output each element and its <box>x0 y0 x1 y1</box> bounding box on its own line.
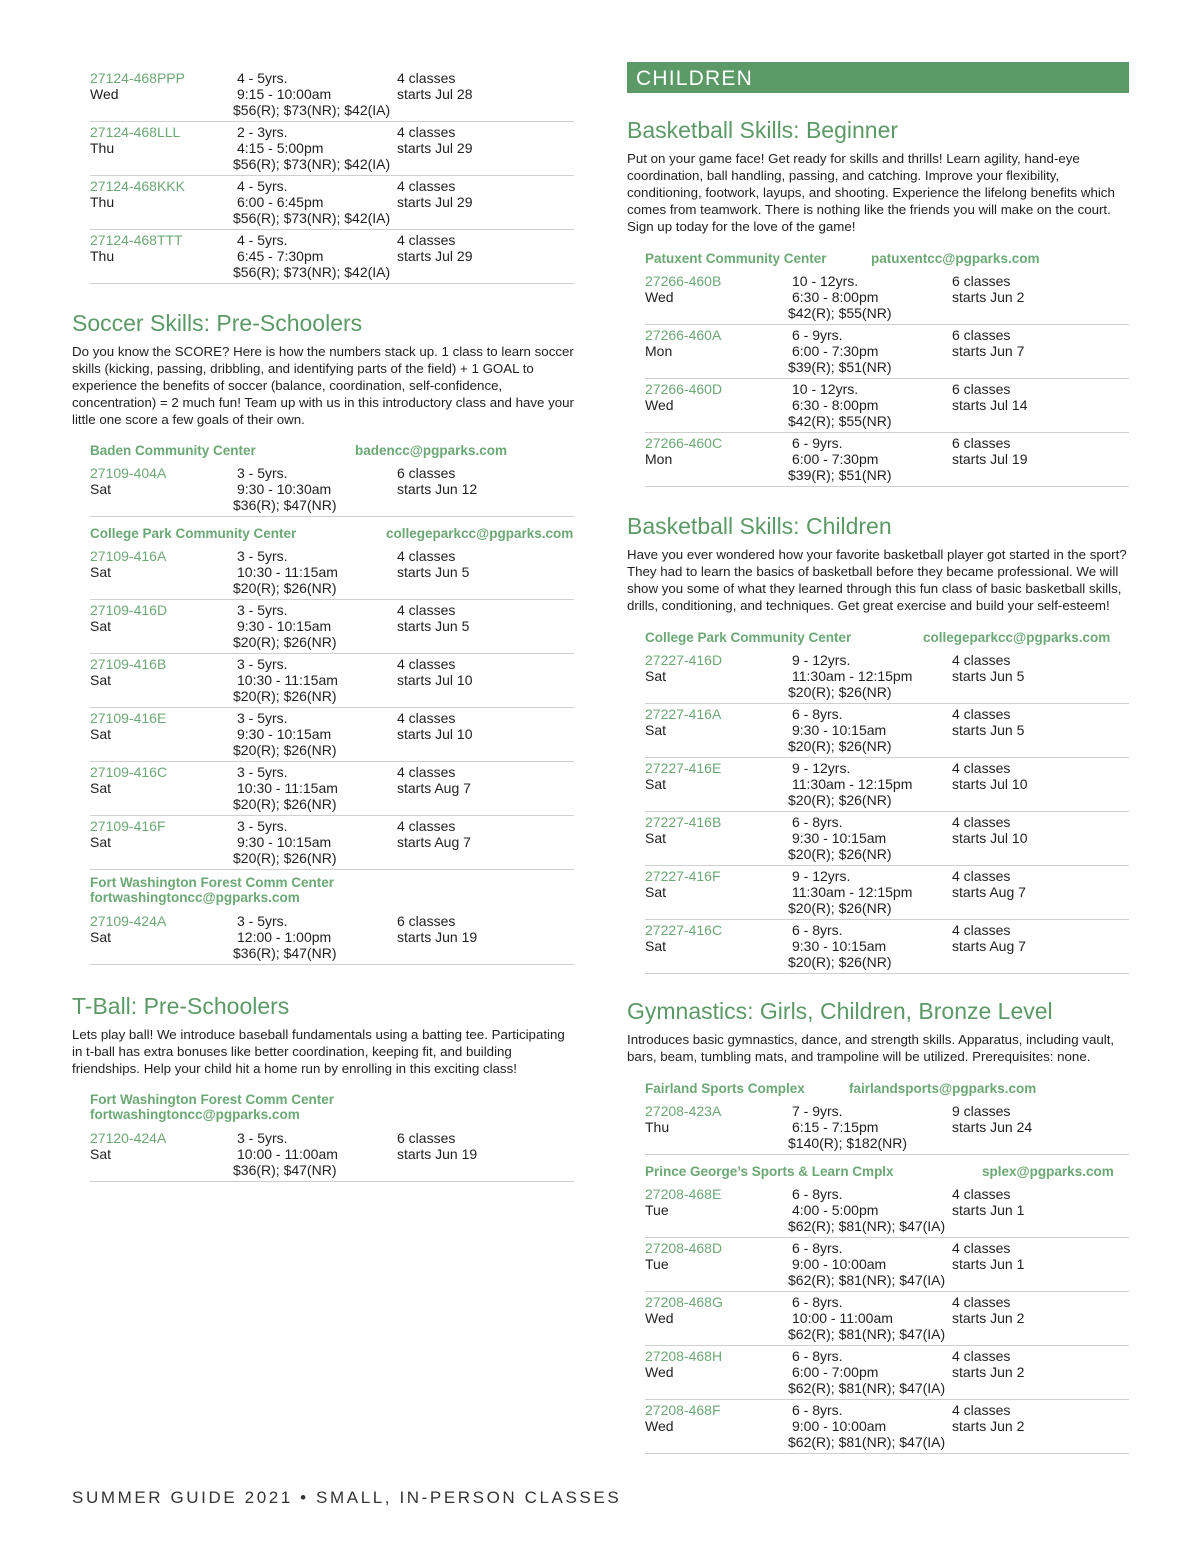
class-time: 9:00 - 10:00am <box>792 1256 887 1272</box>
class-row <box>645 1292 1129 1346</box>
class-time: 10:00 - 11:00am <box>237 1146 338 1162</box>
basketball-children-section <box>627 512 1129 614</box>
class-count: 9 classes <box>952 1103 1011 1119</box>
class-row <box>645 379 1129 433</box>
class-count: 4 classes <box>952 1348 1011 1364</box>
section-banner <box>627 62 1129 93</box>
start-date: starts Aug 7 <box>397 780 471 796</box>
class-fee: $62(R); $81(NR); $47(IA) <box>788 1272 946 1288</box>
start-date: starts Jun 1 <box>952 1202 1025 1218</box>
class-fee: $20(R); $26(NR) <box>788 792 892 808</box>
class-count: 6 classes <box>397 1130 456 1146</box>
class-count: 6 classes <box>952 435 1011 451</box>
venue-header <box>645 251 1129 271</box>
age-range: 6 - 8yrs. <box>792 814 843 830</box>
start-date: starts Jun 24 <box>952 1119 1033 1135</box>
age-range: 6 - 8yrs. <box>792 1240 843 1256</box>
venue-email-link[interactable]: badencc@pgparks.com <box>355 443 507 458</box>
age-range: 6 - 8yrs. <box>792 706 843 722</box>
class-row <box>645 650 1129 704</box>
venue-email-link[interactable]: splex@pgparks.com <box>982 1164 1114 1179</box>
class-fee: $20(R); $26(NR) <box>788 684 892 700</box>
class-count: 4 classes <box>397 818 456 834</box>
age-range: 4 - 5yrs. <box>237 178 288 194</box>
class-row <box>645 866 1129 920</box>
venue-name: College Park Community Center <box>90 526 297 541</box>
class-row <box>645 704 1129 758</box>
venue-name: Fort Washington Forest Comm Center <box>90 1092 335 1107</box>
class-count: 6 classes <box>952 273 1011 289</box>
class-time: 9:15 - 10:00am <box>237 86 332 102</box>
start-date: starts Aug 7 <box>397 834 471 850</box>
start-date: starts Jun 5 <box>397 564 470 580</box>
venue-block <box>90 1092 574 1182</box>
class-row <box>90 546 574 600</box>
class-day: Sat <box>90 672 112 688</box>
start-date: starts Jun 5 <box>952 722 1025 738</box>
venue-block <box>90 875 574 965</box>
class-fee: $42(R); $55(NR) <box>788 413 892 429</box>
class-fee: $20(R); $26(NR) <box>233 688 337 704</box>
class-day: Mon <box>645 343 673 359</box>
program-description: Lets play ball! We introduce baseball fundamentals using a batting tee. Participating in t-ball has extra bonuses like better coordination, keeping fit, and building friendships. Help your child hit a home run by enrolling in this exciting class! <box>72 1027 565 1076</box>
class-fee: $62(R); $81(NR); $47(IA) <box>788 1218 946 1234</box>
class-day: Sat <box>645 884 667 900</box>
class-time: 6:15 - 7:15pm <box>792 1119 879 1135</box>
class-code: 27109-424A <box>90 913 167 929</box>
start-date: starts Jun 2 <box>952 1418 1025 1434</box>
venue-header <box>645 1081 1129 1101</box>
class-fee: $56(R); $73(NR); $42(IA) <box>233 264 391 280</box>
venue-block <box>90 526 574 870</box>
class-fee: $20(R); $26(NR) <box>233 580 337 596</box>
venue-name: Prince George’s Sports & Learn Cmplx <box>645 1164 894 1179</box>
age-range: 6 - 9yrs. <box>792 327 843 343</box>
class-row <box>645 1346 1129 1400</box>
age-range: 3 - 5yrs. <box>237 548 288 564</box>
class-code: 27109-416B <box>90 656 167 672</box>
class-time: 6:00 - 7:00pm <box>792 1364 879 1380</box>
class-day: Sat <box>645 938 667 954</box>
class-time: 11:30am - 12:15pm <box>792 668 913 684</box>
class-day: Wed <box>90 86 119 102</box>
class-day: Sat <box>645 830 667 846</box>
program-title: Gymnastics: Girls, Children, Bronze Level <box>627 998 1053 1024</box>
class-code: 27120-424A <box>90 1130 167 1146</box>
class-day: Sat <box>90 564 112 580</box>
class-fee: $42(R); $55(NR) <box>788 305 892 321</box>
class-day: Sat <box>90 726 112 742</box>
class-code: 27208-468H <box>645 1348 723 1364</box>
class-fee: $62(R); $81(NR); $47(IA) <box>788 1380 946 1396</box>
start-date: starts Jun 2 <box>952 1310 1025 1326</box>
class-count: 4 classes <box>397 178 456 194</box>
class-fee: $140(R); $182(NR) <box>788 1135 908 1151</box>
program-description: Have you ever wondered how your favorite basketball player got started in the sport? They had to learn the basics of basketball before they became professional. We will show you some of what they learned through this fun class of basic basketball skills, drills, conditioning, and techniques. Get great exercise and build your self-esteem! <box>627 547 1127 613</box>
class-time: 10:00 - 11:00am <box>792 1310 893 1326</box>
venue-name: Fort Washington Forest Comm Center <box>90 875 335 890</box>
age-range: 6 - 8yrs. <box>792 1294 843 1310</box>
start-date: starts Jul 10 <box>952 776 1028 792</box>
age-range: 2 - 3yrs. <box>237 124 288 140</box>
class-row <box>645 920 1129 974</box>
class-time: 9:30 - 10:15am <box>237 834 332 850</box>
class-time: 6:30 - 8:00pm <box>792 397 879 413</box>
class-count: 4 classes <box>952 1294 1011 1310</box>
age-range: 7 - 9yrs. <box>792 1103 843 1119</box>
venue-name: Fairland Sports Complex <box>645 1081 805 1096</box>
age-range: 6 - 8yrs. <box>792 922 843 938</box>
class-row <box>645 758 1129 812</box>
class-row <box>90 762 574 816</box>
class-row <box>645 1101 1129 1155</box>
start-date: starts Jul 28 <box>397 86 473 102</box>
class-day: Sat <box>645 668 667 684</box>
age-range: 3 - 5yrs. <box>237 764 288 780</box>
class-time: 9:30 - 10:15am <box>237 618 332 634</box>
class-count: 4 classes <box>397 232 456 248</box>
class-count: 4 classes <box>397 548 456 564</box>
class-day: Sat <box>90 618 112 634</box>
class-row <box>645 325 1129 379</box>
class-row <box>90 708 574 762</box>
class-code: 27124-468LLL <box>90 124 181 140</box>
class-time: 6:30 - 8:00pm <box>792 289 879 305</box>
page-footer: SUMMER GUIDE 2021 • SMALL, IN-PERSON CLASSES <box>72 1488 622 1507</box>
program-description: Put on your game face! Get ready for skills and thrills! Learn agility, hand-eye coordination, ball handling, passing, and catching. Improve your flexibility, conditioning, footwork, layups, and shooting. Experience the lifelong benefits which comes from teamwork. There is nothing like the friends you will make on the court. Sign up today for the love of the game! <box>627 151 1115 234</box>
start-date: starts Jul 29 <box>397 248 473 264</box>
class-code: 27208-468D <box>645 1240 723 1256</box>
start-date: starts Jul 29 <box>397 140 473 156</box>
class-time: 6:00 - 7:30pm <box>792 451 879 467</box>
class-code: 27109-416C <box>90 764 168 780</box>
class-row <box>90 176 574 230</box>
venue-block <box>645 1081 1129 1155</box>
class-code: 27227-416B <box>645 814 722 830</box>
class-code: 27227-416C <box>645 922 723 938</box>
class-count: 4 classes <box>397 656 456 672</box>
start-date: starts Jun 19 <box>397 1146 478 1162</box>
class-day: Sat <box>90 834 112 850</box>
class-row <box>90 68 574 122</box>
class-row <box>645 271 1129 325</box>
class-fee: $56(R); $73(NR); $42(IA) <box>233 156 391 172</box>
program-title: Basketball Skills: Beginner <box>627 117 899 143</box>
class-time: 9:30 - 10:15am <box>237 726 332 742</box>
class-day: Wed <box>645 1310 674 1326</box>
class-fee: $20(R); $26(NR) <box>788 900 892 916</box>
venue-email-link[interactable]: fortwashingtoncc@pgparks.com <box>90 1107 300 1122</box>
class-day: Sat <box>90 929 112 945</box>
program-title: Basketball Skills: Children <box>627 513 892 539</box>
age-range: 3 - 5yrs. <box>237 710 288 726</box>
venue-header <box>90 1092 574 1128</box>
class-code: 27124-468TTT <box>90 232 183 248</box>
age-range: 3 - 5yrs. <box>237 602 288 618</box>
class-count: 4 classes <box>952 1240 1011 1256</box>
class-code: 27109-416E <box>90 710 167 726</box>
class-day: Sat <box>90 1146 112 1162</box>
start-date: starts Jun 7 <box>952 343 1025 359</box>
class-fee: $62(R); $81(NR); $47(IA) <box>788 1326 946 1342</box>
class-row <box>645 1400 1129 1454</box>
age-range: 4 - 5yrs. <box>237 232 288 248</box>
class-code: 27208-423A <box>645 1103 722 1119</box>
class-time: 10:30 - 11:15am <box>237 564 338 580</box>
class-code: 27109-404A <box>90 465 167 481</box>
class-row <box>645 1184 1129 1238</box>
start-date: starts Jun 5 <box>397 618 470 634</box>
venue-header <box>645 1164 1129 1184</box>
class-day: Sat <box>90 481 112 497</box>
program-description: Do you know the SCORE? Here is how the numbers stack up. 1 class to learn soccer skills (kicking, passing, dribbling, and identifying parts of the field) + 1 GOAL to experience the benefits of soccer (balance, coordination, self-confidence, concentration) = 2 much fun! Team up with us in this introductory class and have your little one score a few goals of their own. <box>72 344 574 427</box>
class-time: 6:00 - 6:45pm <box>237 194 324 210</box>
venue-header <box>90 526 574 546</box>
class-code: 27266-460A <box>645 327 722 343</box>
age-range: 6 - 8yrs. <box>792 1348 843 1364</box>
class-day: Tue <box>645 1202 669 1218</box>
class-count: 4 classes <box>397 124 456 140</box>
age-range: 4 - 5yrs. <box>237 70 288 86</box>
class-fee: $20(R); $26(NR) <box>233 850 337 866</box>
start-date: starts Jun 1 <box>952 1256 1025 1272</box>
venue-block <box>645 1164 1129 1454</box>
class-code: 27208-468F <box>645 1402 721 1418</box>
class-day: Sat <box>645 776 667 792</box>
class-fee: $39(R); $51(NR) <box>788 467 892 483</box>
class-day: Wed <box>645 1364 674 1380</box>
class-time: 4:00 - 5:00pm <box>792 1202 879 1218</box>
start-date: starts Jun 2 <box>952 1364 1025 1380</box>
class-code: 27266-460B <box>645 273 722 289</box>
class-count: 4 classes <box>397 710 456 726</box>
class-day: Sat <box>90 780 112 796</box>
class-fee: $20(R); $26(NR) <box>233 634 337 650</box>
class-row <box>90 1128 574 1182</box>
class-count: 4 classes <box>397 70 456 86</box>
start-date: starts Jul 10 <box>397 726 473 742</box>
class-count: 4 classes <box>952 652 1011 668</box>
class-count: 4 classes <box>397 602 456 618</box>
class-row <box>645 433 1129 487</box>
class-count: 4 classes <box>952 1402 1011 1418</box>
class-fee: $20(R); $26(NR) <box>788 954 892 970</box>
class-fee: $36(R); $47(NR) <box>233 1162 337 1178</box>
class-time: 9:30 - 10:30am <box>237 481 332 497</box>
venue-header <box>645 630 1129 650</box>
age-range: 9 - 12yrs. <box>792 760 851 776</box>
age-range: 6 - 8yrs. <box>792 1186 843 1202</box>
start-date: starts Jun 12 <box>397 481 478 497</box>
start-date: starts Jul 10 <box>397 672 473 688</box>
soccer-section <box>72 309 574 428</box>
class-time: 4:15 - 5:00pm <box>237 140 324 156</box>
class-row <box>90 463 574 517</box>
class-code: 27124-468PPP <box>90 70 185 86</box>
start-date: starts Jul 19 <box>952 451 1028 467</box>
class-code: 27227-416F <box>645 868 721 884</box>
class-time: 10:30 - 11:15am <box>237 672 338 688</box>
class-row <box>90 654 574 708</box>
tball-section <box>72 992 574 1077</box>
program-title: T-Ball: Pre-Schoolers <box>72 993 290 1019</box>
venue-block <box>90 443 574 517</box>
class-day: Wed <box>645 1418 674 1434</box>
venue-email-link[interactable]: fairlandsports@pgparks.com <box>849 1081 1037 1096</box>
class-time: 9:00 - 10:00am <box>792 1418 887 1434</box>
venue-block <box>645 251 1129 487</box>
venue-header <box>90 875 574 911</box>
venue-email-link[interactable]: collegeparkcc@pgparks.com <box>386 526 574 541</box>
venue-email-link[interactable]: fortwashingtoncc@pgparks.com <box>90 890 300 905</box>
class-code: 27124-468KKK <box>90 178 185 194</box>
class-row <box>90 122 574 176</box>
continued-class-list <box>90 68 574 284</box>
age-range: 3 - 5yrs. <box>237 465 288 481</box>
class-count: 4 classes <box>952 706 1011 722</box>
venue-header <box>90 443 574 463</box>
class-code: 27208-468E <box>645 1186 722 1202</box>
class-time: 9:30 - 10:15am <box>792 722 887 738</box>
class-code: 27109-416A <box>90 548 167 564</box>
venue-email-link[interactable]: patuxentcc@pgparks.com <box>871 251 1040 266</box>
class-code: 27227-416E <box>645 760 722 776</box>
class-time: 9:30 - 10:15am <box>792 830 887 846</box>
class-count: 6 classes <box>397 913 456 929</box>
class-time: 11:30am - 12:15pm <box>792 776 913 792</box>
class-time: 12:00 - 1:00pm <box>237 929 332 945</box>
class-code: 27109-416F <box>90 818 166 834</box>
class-code: 27109-416D <box>90 602 168 618</box>
class-time: 11:30am - 12:15pm <box>792 884 913 900</box>
class-code: 27227-416D <box>645 652 723 668</box>
class-row <box>90 230 574 284</box>
class-count: 4 classes <box>952 922 1011 938</box>
class-fee: $36(R); $47(NR) <box>233 945 337 961</box>
class-fee: $56(R); $73(NR); $42(IA) <box>233 210 391 226</box>
class-count: 6 classes <box>952 327 1011 343</box>
class-time: 9:30 - 10:15am <box>792 938 887 954</box>
class-count: 6 classes <box>952 381 1011 397</box>
age-range: 3 - 5yrs. <box>237 1130 288 1146</box>
start-date: starts Jun 19 <box>397 929 478 945</box>
class-day: Thu <box>90 194 115 210</box>
class-count: 4 classes <box>952 814 1011 830</box>
class-fee: $20(R); $26(NR) <box>788 846 892 862</box>
program-description: Introduces basic gymnastics, dance, and strength skills. Apparatus, including vault, bars, beam, tumbling mats, and trampoline will be utilized. Prerequisites: none. <box>627 1032 1115 1064</box>
class-count: 4 classes <box>952 868 1011 884</box>
class-fee: $36(R); $47(NR) <box>233 497 337 513</box>
class-fee: $56(R); $73(NR); $42(IA) <box>233 102 391 118</box>
class-fee: $20(R); $26(NR) <box>788 738 892 754</box>
venue-name: Baden Community Center <box>90 443 256 458</box>
start-date: starts Jun 5 <box>952 668 1025 684</box>
class-day: Thu <box>645 1119 670 1135</box>
venue-name: Patuxent Community Center <box>645 251 827 266</box>
start-date: starts Jul 29 <box>397 194 473 210</box>
class-time: 6:45 - 7:30pm <box>237 248 324 264</box>
age-range: 9 - 12yrs. <box>792 652 851 668</box>
class-day: Thu <box>90 248 115 264</box>
class-day: Sat <box>645 722 667 738</box>
venue-email-link[interactable]: collegeparkcc@pgparks.com <box>923 630 1111 645</box>
class-count: 6 classes <box>397 465 456 481</box>
class-count: 4 classes <box>952 1186 1011 1202</box>
age-range: 10 - 12yrs. <box>792 381 859 397</box>
class-row <box>90 600 574 654</box>
class-fee: $20(R); $26(NR) <box>233 742 337 758</box>
section-banner-label: CHILDREN <box>636 67 753 90</box>
program-title: Soccer Skills: Pre-Schoolers <box>72 310 363 336</box>
class-time: 10:30 - 11:15am <box>237 780 338 796</box>
age-range: 10 - 12yrs. <box>792 273 859 289</box>
start-date: starts Jul 14 <box>952 397 1028 413</box>
class-row <box>645 812 1129 866</box>
gymnastics-section <box>627 997 1129 1065</box>
class-day: Tue <box>645 1256 669 1272</box>
class-code: 27227-416A <box>645 706 722 722</box>
start-date: starts Jun 2 <box>952 289 1025 305</box>
class-row <box>645 1238 1129 1292</box>
age-range: 3 - 5yrs. <box>237 913 288 929</box>
class-row <box>90 816 574 870</box>
class-fee: $20(R); $26(NR) <box>233 796 337 812</box>
class-day: Mon <box>645 451 673 467</box>
class-count: 4 classes <box>397 764 456 780</box>
age-range: 6 - 8yrs. <box>792 1402 843 1418</box>
class-fee: $62(R); $81(NR); $47(IA) <box>788 1434 946 1450</box>
basketball-beginner-section <box>627 116 1129 235</box>
age-range: 9 - 12yrs. <box>792 868 851 884</box>
class-code: 27208-468G <box>645 1294 723 1310</box>
venue-name: College Park Community Center <box>645 630 852 645</box>
class-code: 27266-460D <box>645 381 723 397</box>
class-day: Wed <box>645 289 674 305</box>
class-day: Wed <box>645 397 674 413</box>
venue-block <box>645 630 1129 974</box>
class-fee: $39(R); $51(NR) <box>788 359 892 375</box>
start-date: starts Aug 7 <box>952 938 1026 954</box>
class-day: Thu <box>90 140 115 156</box>
class-time: 6:00 - 7:30pm <box>792 343 879 359</box>
age-range: 6 - 9yrs. <box>792 435 843 451</box>
start-date: starts Jul 10 <box>952 830 1028 846</box>
class-code: 27266-460C <box>645 435 723 451</box>
class-count: 4 classes <box>952 760 1011 776</box>
start-date: starts Aug 7 <box>952 884 1026 900</box>
class-row <box>90 911 574 965</box>
age-range: 3 - 5yrs. <box>237 818 288 834</box>
age-range: 3 - 5yrs. <box>237 656 288 672</box>
